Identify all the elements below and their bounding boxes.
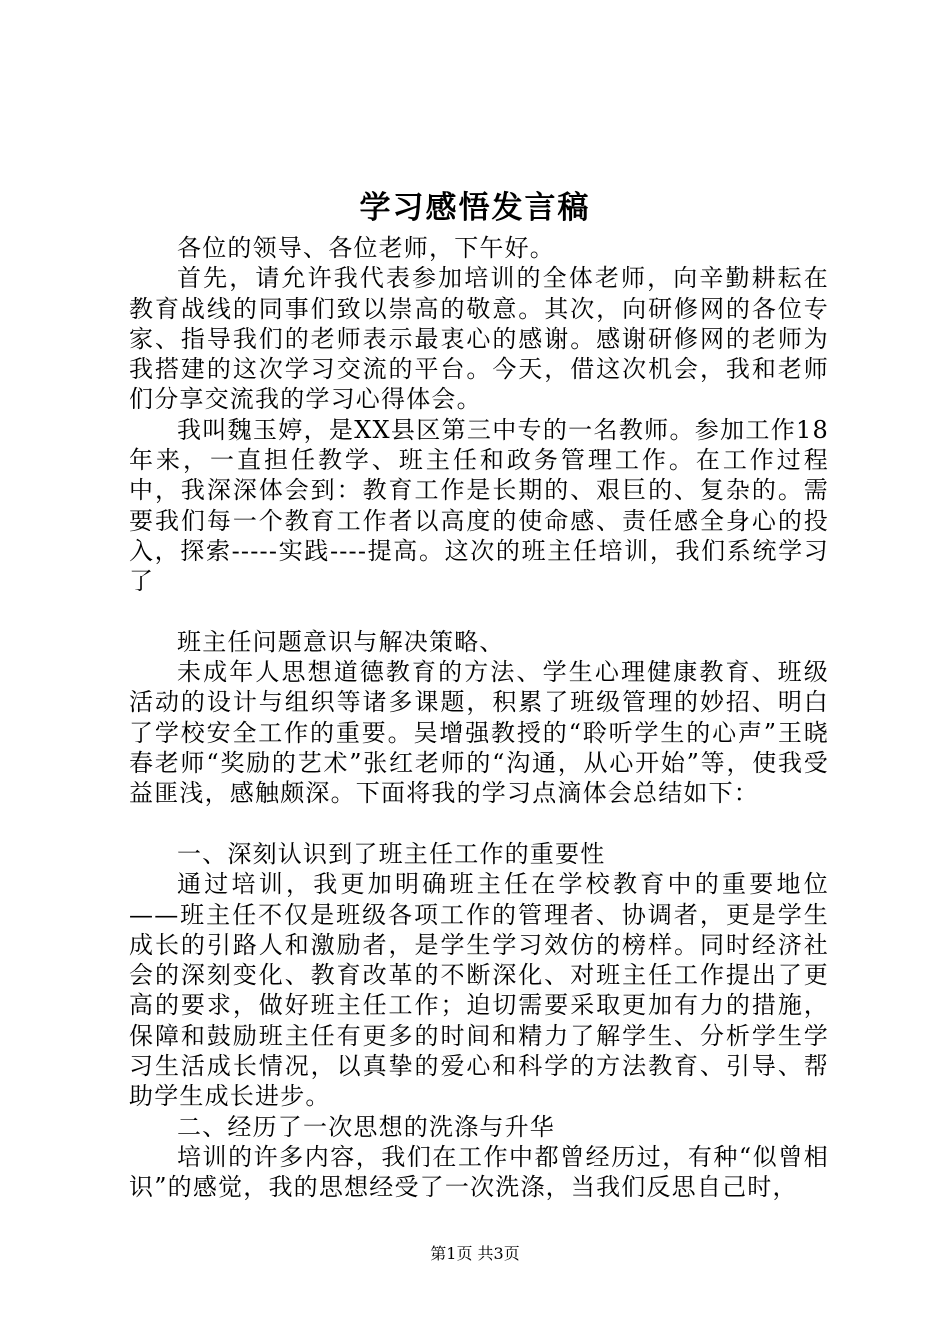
document-title: 学习感悟发言稿 [359, 190, 591, 226]
paragraph-gap [129, 809, 829, 839]
paragraph-greeting: 各位的领导、各位老师，下午好。 [177, 234, 555, 262]
paragraph-topics-list: 未成年人思想道德教育的方法、学生心理健康教育、班级活动的设计与组织等诸多课题，积累了班级管理的妙招、明白了学校安全工作的重要。吴增强教授的“聆听学生的心声”王晓春老师“奖励的艺术”张红老师的“沟通，从心开始”等，使我受益匪浅，感触颇深。下面将我的学习点滴体会总结如下： [129, 658, 829, 808]
paragraph-thanks: 首先，请允许我代表参加培训的全体老师，向辛勤耕耘在教育战线的同事们致以崇高的敬意。其次，向研修网的各位专家、指导我们的老师表示最衷心的感谢。感谢研修网的老师为我搭建的这次学习交流的平台。今天，借这次机会，我和老师们分享交流我的学习心得体会。 [129, 264, 829, 414]
paragraph-topic: 班主任问题意识与解决策略、 [177, 627, 505, 656]
document-body [129, 233, 829, 1203]
page-number-footer: 第1页 共3页 [430, 1244, 520, 1263]
paragraph-gap [129, 597, 829, 627]
paragraph-introduction: 我叫魏玉婷，是XX县区第三中专的一名教师。参加工作18年来，一直担任教学、班主任和政务管理工作。在工作过程中，我深深体会到：教育工作是长期的、艰巨的、复杂的。需要我们每一个教育工作者以高度的使命感、责任感全身心的投入，探索-----实践----提高。这次的班主任培训，我们系统学习了 [129, 415, 829, 596]
section-heading-2: 二、经历了一次思想的洗涤与升华 [177, 1112, 555, 1141]
section-heading-1: 一、深刻认识到了班主任工作的重要性 [177, 839, 606, 868]
paragraph-section-1: 通过培训，我更加明确班主任在学校教育中的重要地位——班主任不仅是班级各项工作的管理者、协调者，更是学生成长的引路人和激励者，是学生学习效仿的榜样。同时经济社会的深刻变化、教育改革的不断深化、对班主任工作提出了更高的要求，做好班主任工作；迫切需要采取更加有力的措施，保障和鼓励班主任有更多的时间和精力了解学生、分析学生学习生活成长情况，以真挚的爱心和科学的方法教育、引导、帮助学生成长进步。 [129, 870, 829, 1111]
paragraph-section-2: 培训的许多内容，我们在工作中都曾经历过，有种“似曾相识”的感觉，我的思想经受了一次洗涤，当我们反思自己时， [129, 1142, 829, 1202]
